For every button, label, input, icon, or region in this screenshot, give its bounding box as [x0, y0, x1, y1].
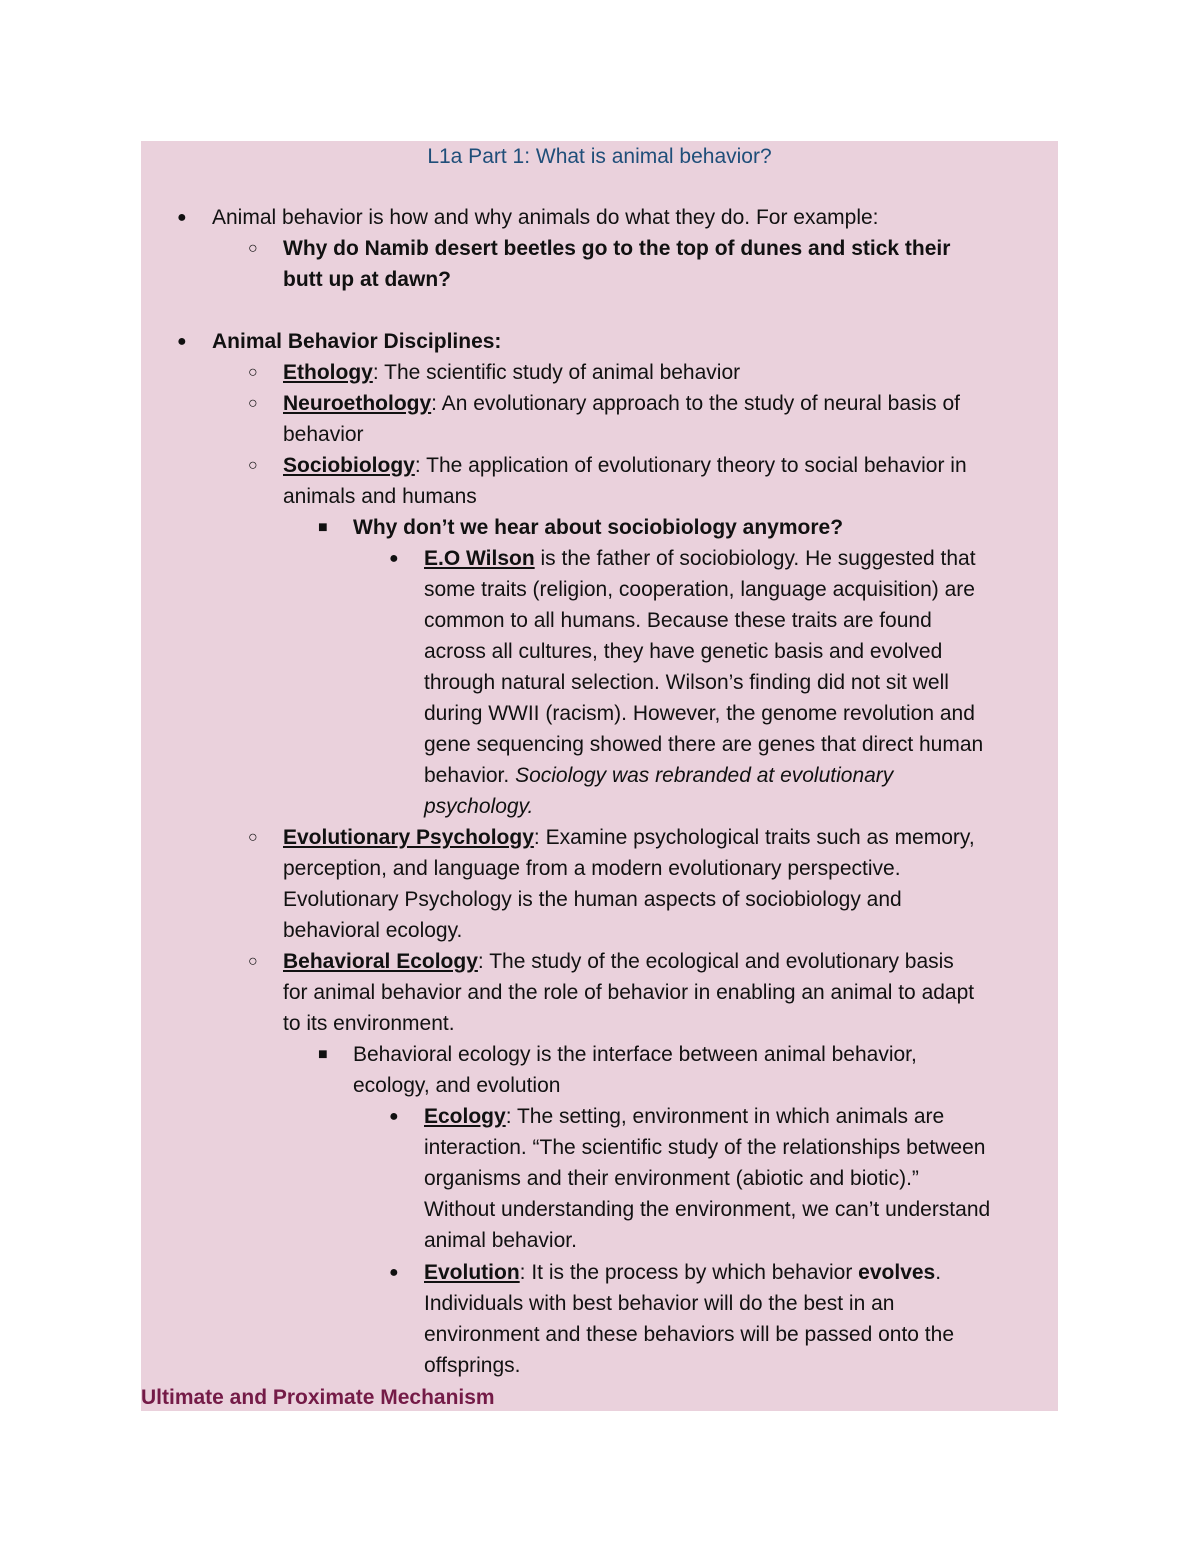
bullet-circle: ○	[248, 364, 258, 381]
disciplines-heading: Animal Behavior Disciplines:	[212, 330, 502, 353]
bullet-dot: ●	[177, 209, 187, 226]
intro-text: Animal behavior is how and why animals do what they do. For example:	[212, 206, 879, 229]
example-question-line-2: butt up at dawn?	[283, 268, 451, 291]
bullet-dot: ●	[389, 550, 399, 567]
neuroethology-definition-line-2: behavior	[283, 423, 364, 446]
sociobiology-question: Why don’t we hear about sociobiology anymore?	[353, 516, 844, 539]
evolution-bold-word: evolves	[858, 1261, 936, 1284]
wilson-text-line-1: is the father of sociobiology. He suggested that	[534, 547, 976, 570]
evolution-definition: : It is the process by which behavior	[519, 1261, 859, 1284]
evo-psych-line-4: behavioral ecology.	[283, 919, 463, 942]
bullet-circle: ○	[248, 829, 258, 846]
evolution-period: .	[935, 1261, 942, 1284]
ethology-item	[283, 357, 740, 388]
evolution-line-3: environment and these behaviors will be passed onto the	[424, 1323, 955, 1346]
ethology-definition: : The scientific study of animal behavior	[372, 361, 741, 384]
wilson-italic-line-2: psychology.	[424, 795, 534, 818]
bullet-dot: ●	[389, 1108, 399, 1125]
bullet-circle: ○	[248, 457, 258, 474]
neuroethology-term: Neuroethology	[283, 392, 432, 415]
bullet-square: ■	[318, 1046, 328, 1063]
ecology-line-2: interaction. “The scientific study of the relationships between	[424, 1136, 986, 1159]
evolution-line-2: Individuals with best behavior will do the best in an	[424, 1292, 895, 1315]
sociobiology-definition: : The application of evolutionary theory to social behavior in	[414, 454, 967, 477]
neuroethology-definition: : An evolutionary approach to the study of neural basis of	[431, 392, 961, 415]
wilson-text-plain: behavior.	[424, 764, 516, 787]
wilson-item	[424, 543, 976, 574]
ecology-item	[424, 1101, 944, 1132]
ecology-line-4: Without understanding the environment, we can’t understand	[424, 1198, 991, 1221]
behavioral-ecology-line-2: for animal behavior and the role of behavior in enabling an animal to adapt	[283, 981, 975, 1004]
ecology-line-5: animal behavior.	[424, 1229, 577, 1252]
wilson-text-line-8	[424, 760, 893, 791]
sociobiology-item	[283, 450, 967, 481]
evolution-line-4: offsprings.	[424, 1354, 521, 1377]
interface-line-2: ecology, and evolution	[353, 1074, 561, 1097]
bullet-circle: ○	[248, 240, 258, 257]
evolution-item	[424, 1257, 941, 1288]
bullet-dot: ●	[389, 1264, 399, 1281]
section-heading: Ultimate and Proximate Mechanism	[141, 1386, 495, 1409]
behavioral-ecology-line-3: to its environment.	[283, 1012, 455, 1035]
neuroethology-item	[283, 388, 960, 419]
sociobiology-definition-line-2: animals and humans	[283, 485, 477, 508]
bullet-dot: ●	[177, 333, 187, 350]
evolution-term: Evolution	[424, 1261, 520, 1284]
evo-psych-definition: : Examine psychological traits such as memory,	[533, 826, 975, 849]
wilson-text-line-5: through natural selection. Wilson’s finding did not sit well	[424, 671, 949, 694]
wilson-text-line-7: gene sequencing showed there are genes that direct human	[424, 733, 984, 756]
sociobiology-term: Sociobiology	[283, 454, 415, 477]
evo-psych-item	[283, 822, 975, 853]
wilson-text-line-4: across all cultures, they have genetic basis and evolved	[424, 640, 943, 663]
bullet-square: ■	[318, 519, 328, 536]
wilson-text-line-2: some traits (religion, cooperation, language acquisition) are	[424, 578, 975, 601]
evo-psych-term: Evolutionary Psychology	[283, 826, 534, 849]
ecology-definition: : The setting, environment in which animals are	[505, 1105, 945, 1128]
bullet-circle: ○	[248, 395, 258, 412]
behavioral-ecology-term: Behavioral Ecology	[283, 950, 478, 973]
behavioral-ecology-item	[283, 946, 954, 977]
wilson-text-line-6: during WWII (racism). However, the genome revolution and	[424, 702, 975, 725]
behavioral-ecology-definition: : The study of the ecological and evolutionary basis	[477, 950, 954, 973]
ethology-term: Ethology	[283, 361, 373, 384]
ecology-line-3: organisms and their environment (abiotic and biotic).”	[424, 1167, 919, 1190]
evo-psych-line-3: Evolutionary Psychology is the human aspects of sociobiology and	[283, 888, 902, 911]
interface-line-1: Behavioral ecology is the interface between animal behavior,	[353, 1043, 917, 1066]
evo-psych-line-2: perception, and language from a modern evolutionary perspective.	[283, 857, 901, 880]
ecology-term: Ecology	[424, 1105, 506, 1128]
wilson-italic-line-1: Sociology was rebranded at evolutionary	[515, 764, 894, 787]
wilson-term: E.O Wilson	[424, 547, 535, 570]
bullet-circle: ○	[248, 953, 258, 970]
example-question-line-1: Why do Namib desert beetles go to the top of dunes and stick their	[283, 237, 951, 260]
wilson-text-line-3: common to all humans. Because these traits are found	[424, 609, 932, 632]
page-title: L1a Part 1: What is animal behavior?	[427, 145, 772, 168]
